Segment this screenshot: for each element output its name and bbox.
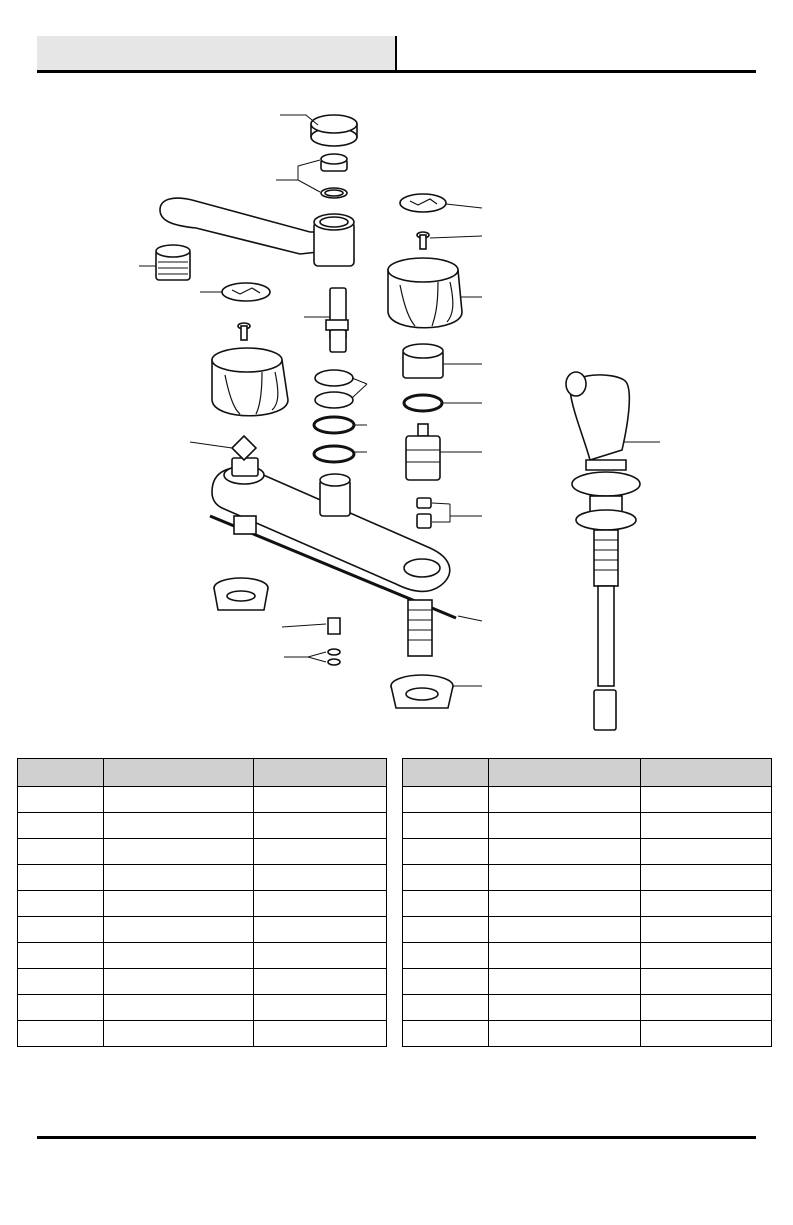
- cell: [254, 787, 387, 813]
- table-row: [403, 995, 772, 1021]
- col-description: [104, 759, 254, 787]
- cell: [489, 865, 641, 891]
- cell: [403, 969, 489, 995]
- cell: [104, 839, 254, 865]
- parts-table-left: [17, 758, 387, 1047]
- cell: [104, 995, 254, 1021]
- cell: [641, 787, 772, 813]
- table-row: [403, 1021, 772, 1047]
- cell: [104, 969, 254, 995]
- exploded-parts-diagram: [0, 80, 793, 740]
- stop-insert: [232, 436, 256, 460]
- handle-left: [212, 348, 288, 416]
- cell: [18, 943, 104, 969]
- table-row: [18, 787, 387, 813]
- table-row: [18, 865, 387, 891]
- cell: [403, 865, 489, 891]
- cell: [403, 813, 489, 839]
- cell: [18, 891, 104, 917]
- table-row: [403, 969, 772, 995]
- table-row: [403, 865, 772, 891]
- table-row: [18, 891, 387, 917]
- cell: [641, 943, 772, 969]
- cell: [403, 943, 489, 969]
- col-quantity: [254, 759, 387, 787]
- retaining-clip: [328, 618, 340, 634]
- bonnet-nut: [403, 344, 443, 378]
- table-row: [403, 787, 772, 813]
- cell: [641, 813, 772, 839]
- cell: [254, 813, 387, 839]
- cell: [489, 995, 641, 1021]
- button-cap: [321, 154, 347, 198]
- cell: [403, 891, 489, 917]
- cell: [489, 969, 641, 995]
- cell: [403, 787, 489, 813]
- cell: [641, 865, 772, 891]
- cartridge: [406, 424, 440, 480]
- o-ring-set: [314, 370, 354, 462]
- col-quantity: [641, 759, 772, 787]
- table-row: [403, 943, 772, 969]
- seats-springs: [417, 498, 431, 528]
- cell: [254, 891, 387, 917]
- small-o-rings: [328, 649, 340, 665]
- index-button-right: [400, 194, 446, 212]
- cell: [403, 1021, 489, 1047]
- cell: [641, 969, 772, 995]
- cell: [641, 839, 772, 865]
- cell: [641, 1021, 772, 1047]
- index-cap: [311, 115, 357, 146]
- cell: [104, 917, 254, 943]
- cell: [254, 839, 387, 865]
- index-button-left: [222, 283, 270, 301]
- table-header-row: [18, 759, 387, 787]
- parts-table-right: [402, 758, 772, 1047]
- col-description: [489, 759, 641, 787]
- side-spray: [566, 372, 640, 730]
- cell: [489, 813, 641, 839]
- o-ring-right: [404, 395, 442, 411]
- cell: [18, 995, 104, 1021]
- cell: [489, 943, 641, 969]
- cell: [489, 1021, 641, 1047]
- cell: [18, 1021, 104, 1047]
- cell: [641, 891, 772, 917]
- header-divider: [395, 36, 397, 72]
- screw-right: [417, 232, 429, 249]
- diverter-stem: [326, 288, 348, 352]
- table-row: [403, 839, 772, 865]
- table-row: [18, 839, 387, 865]
- cell: [254, 995, 387, 1021]
- table-row: [403, 813, 772, 839]
- cell: [641, 995, 772, 1021]
- screw-left: [238, 323, 250, 340]
- cell: [18, 917, 104, 943]
- cell: [489, 917, 641, 943]
- cell: [104, 865, 254, 891]
- handle-right: [388, 258, 462, 328]
- mounting-nut-left: [214, 578, 268, 610]
- mounting-nut-right: [391, 675, 453, 708]
- cell: [489, 839, 641, 865]
- col-part: [403, 759, 489, 787]
- table-row: [403, 891, 772, 917]
- cell: [403, 917, 489, 943]
- cell: [254, 865, 387, 891]
- header-rule: [37, 70, 756, 73]
- cell: [254, 969, 387, 995]
- table-row: [18, 943, 387, 969]
- cell: [641, 917, 772, 943]
- table-row: [18, 969, 387, 995]
- cell: [489, 787, 641, 813]
- cell: [104, 1021, 254, 1047]
- cell: [403, 839, 489, 865]
- table-row: [18, 813, 387, 839]
- cell: [18, 865, 104, 891]
- table-row: [18, 995, 387, 1021]
- cell: [104, 891, 254, 917]
- cell: [104, 787, 254, 813]
- aerator: [156, 245, 190, 280]
- cell: [254, 917, 387, 943]
- table-row: [18, 1021, 387, 1047]
- cell: [18, 839, 104, 865]
- table-header-row: [403, 759, 772, 787]
- cell: [254, 943, 387, 969]
- cell: [254, 1021, 387, 1047]
- col-part: [18, 759, 104, 787]
- cell: [18, 813, 104, 839]
- cell: [18, 969, 104, 995]
- header-tab: [37, 36, 395, 70]
- cell: [104, 813, 254, 839]
- footer-rule: [37, 1136, 756, 1139]
- cell: [489, 891, 641, 917]
- cell: [18, 787, 104, 813]
- table-row: [403, 917, 772, 943]
- cell: [403, 995, 489, 1021]
- table-row: [18, 917, 387, 943]
- cell: [104, 943, 254, 969]
